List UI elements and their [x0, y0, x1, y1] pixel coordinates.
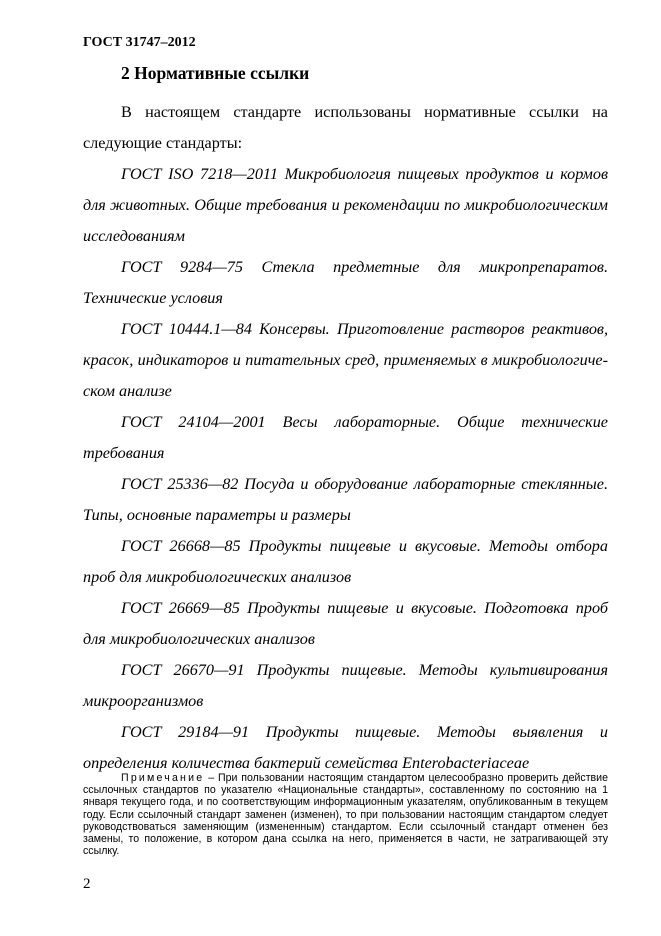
section-title: 2 Нормативные ссылки [121, 63, 310, 83]
reference-item: ГОСТ 26669—85 Продукты пищевые и вкусовые. Подготовка проб для микробиологических анализов [83, 599, 608, 648]
reference-item: ГОСТ 25336—82 Посуда и оборудование лабораторные стеклянные. Типы, основные параметры и размеры [83, 475, 608, 524]
reference-item: ГОСТ 26668—85 Продукты пищевые и вкусовые. Методы отбора проб для микробиологических анализов [83, 537, 608, 586]
reference-item: ГОСТ 10444.1—84 Консервы. Приготовление растворов реактивов, красок, индикаторов и питательных сред, применяемых в микробиологическом анализе [83, 320, 608, 400]
reference-item: ГОСТ 26670—91 Продукты пищевые. Методы культивирования микроорганизмов [83, 661, 608, 710]
note-text: – При пользовании настоящим стандартом целесообразно проверить действие ссылочных стандартов по указателю «Национальные стандарты», составленному по состоянию на 1 января текущего года, и по соответствующим информационным указателям, опубликованным в текущем году. Если ссылочный стандарт заменен (изменен), то при пользовании настоящим стандартом следует руководствоваться заменяющим (измененным) стандартом. Если ссылочный стандарт отменен без замены, то положение, в котором дана ссылка на него, применяется в части, не затрагивающей эту ссылку. [83, 772, 608, 858]
note-paragraph [83, 772, 608, 857]
reference-item: ГОСТ 29184—91 Продукты пищевые. Методы выявления и определения количества бактерий семейства Enterobacteriaceae [83, 723, 608, 772]
note-label: Примечание [121, 772, 205, 784]
reference-item: ГОСТ 24104—2001 Весы лабораторные. Общие технические требования [83, 413, 608, 462]
reference-item: ГОСТ ISO 7218—2011 Микробиология пищевых продуктов и кормов для животных. Общие требования и рекомендации по микробиологическим исследованиям [83, 165, 608, 245]
page-number: 2 [83, 876, 91, 892]
reference-item: ГОСТ 9284—75 Стекла предметные для микропрепаратов. Технические условия [83, 258, 608, 307]
document-header: ГОСТ 31747–2012 [83, 35, 196, 50]
intro-paragraph: В настоящем стандарте использованы нормативные ссылки на следующие стандарты: [83, 103, 608, 152]
section-body [83, 97, 608, 779]
